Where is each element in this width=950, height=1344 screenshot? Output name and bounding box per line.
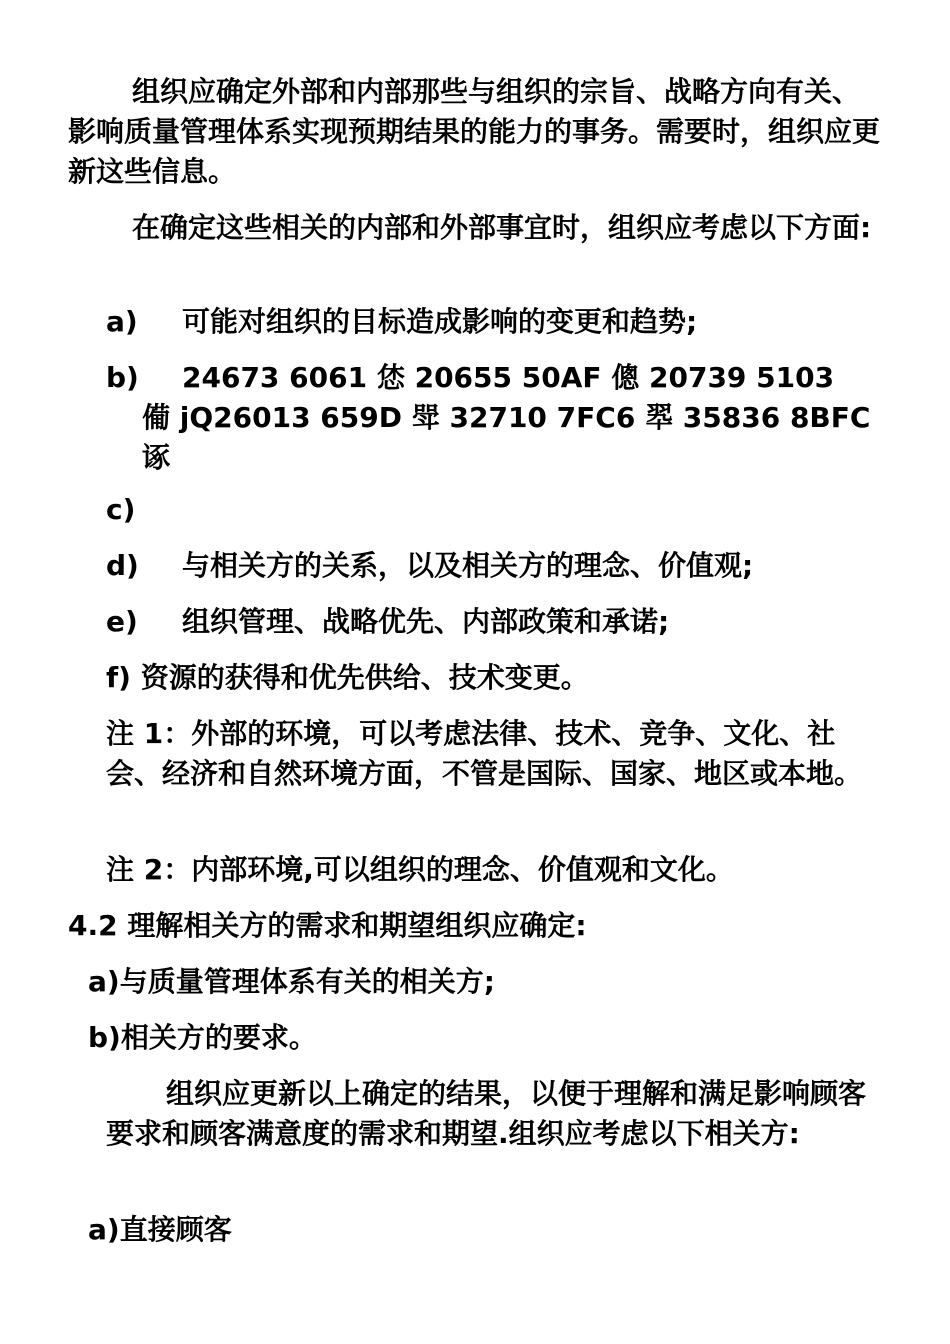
list-marker: a) (106, 305, 138, 338)
note-2: 注 2：内部环境,可以组织的理念、价值观和文化。 (106, 853, 734, 886)
considerations-paragraph: 在确定这些相关的内部和外部事宜时，组织应考虑以下方面: (132, 211, 872, 244)
section-item-a: a)与质量管理体系有关的相关方; (88, 965, 495, 998)
list-item-text-continued: 僃 jQ26013 659D 斝 32710 7FC6 翆 35836 8BFC 诼 (142, 401, 871, 474)
list-item-a (106, 302, 886, 342)
list-item-text: f) 资源的获得和优先供给、技术变更。 (106, 661, 589, 694)
list-marker: d) (106, 549, 139, 582)
section-item-b: b)相关方的要求。 (88, 1021, 317, 1054)
list-item-text: 与相关方的关系，以及相关方的理念、价值观; (182, 549, 754, 582)
section-item-a-direct-customer: a)直接顾客 (88, 1213, 232, 1246)
list-marker: e) (106, 605, 138, 638)
list-item-d (106, 546, 886, 586)
list-marker: b) (106, 361, 139, 394)
list-item-e (106, 602, 886, 642)
list-item-text: 24673 6061 恷 20655 50AF 傯 20739 5103 (182, 361, 835, 394)
list-item-b (106, 358, 886, 478)
note-1: 注 1：外部的环境，可以考虑法律、技术、竞争、文化、社会、经济和自然环境方面，不管是国际、国家、地区或本地。 (106, 717, 863, 790)
list-marker: c) (106, 493, 136, 526)
section-paragraph: 组织应更新以上确定的结果，以便于理解和满足影响顾客要求和顾客满意度的需求和期望.组织应考虑以下相关方: (106, 1077, 867, 1150)
list-item-f (106, 658, 886, 698)
list-item-text: 组织管理、战略优先、内部政策和承诺; (182, 605, 670, 638)
section-heading: 4.2 理解相关方的需求和期望组织应确定: (68, 909, 587, 942)
intro-paragraph: 组织应确定外部和内部那些与组织的宗旨、战略方向有关、影响质量管理体系实现预期结果的能力的事务。需要时，组织应更新这些信息。 (68, 75, 881, 188)
list-item-text: 可能对组织的目标造成影响的变更和趋势; (182, 305, 698, 338)
